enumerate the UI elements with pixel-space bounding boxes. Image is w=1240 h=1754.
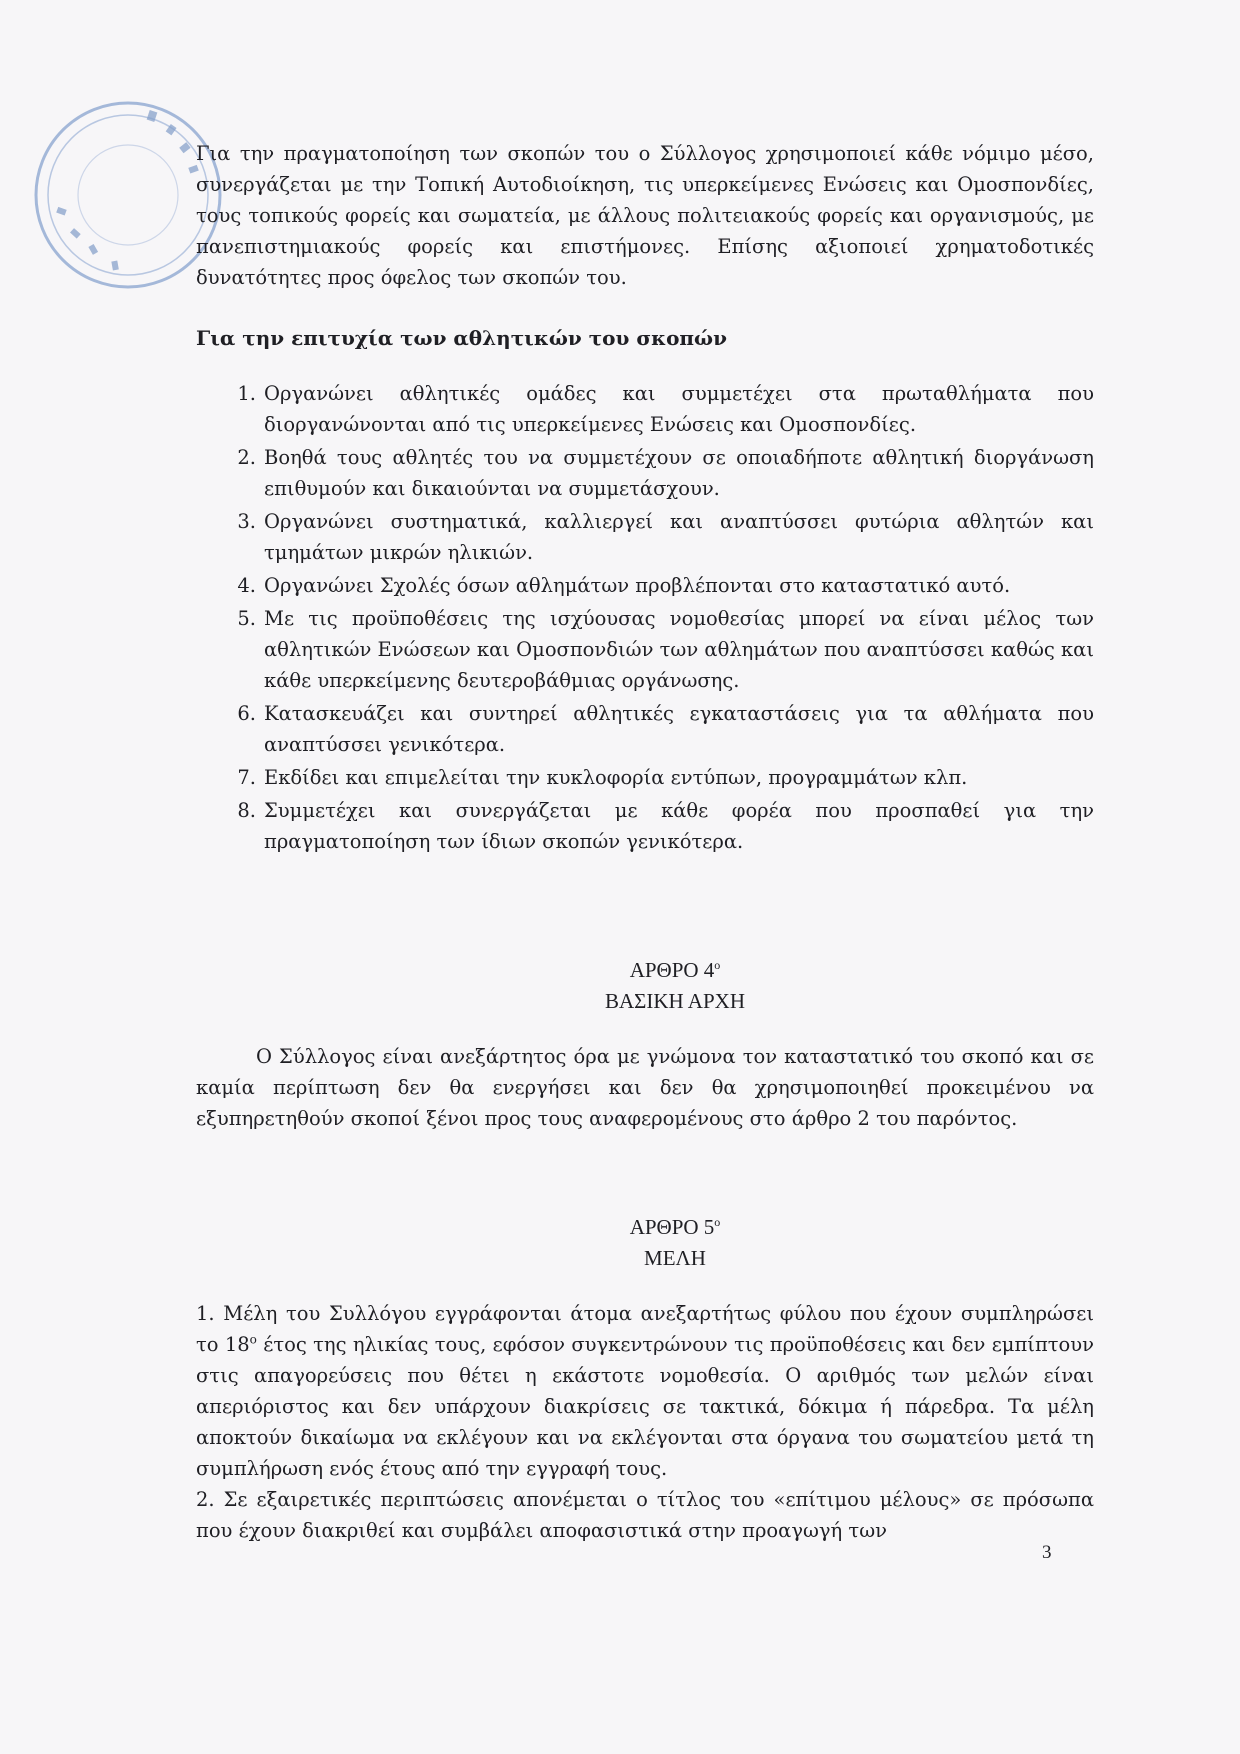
- list-item-number: 6.: [237, 702, 256, 725]
- sports-goals-list: [196, 378, 1094, 857]
- list-item-number: 3.: [237, 510, 256, 533]
- list-item: [237, 570, 1094, 601]
- page-number: 3: [1042, 1542, 1052, 1563]
- article-5-p1-start: 1. Μέλη του Συλλόγου εγγράφονται άτομα ανεξαρτήτως φύλου που έχουν συμπληρώσει το 18: [196, 1302, 1094, 1356]
- list-item-text: Εκδίδει και επιμελείται την κυκλοφορία εντύπων, προγραμμάτων κλπ.: [264, 766, 968, 789]
- intro-paragraph: Για την πραγματοποίηση των σκοπών του ο Σύλλογος χρησιμοποιεί κάθε νόμιμο μέσο, συνεργάζεται με την Τοπική Αυτοδιοίκηση, τις υπερκείμενες Ενώσεις και Ομοσπονδίες, τους τοπικούς φορείς και σωματεία, με άλλους πολιτειακούς φορείς και οργανισμούς, με πανεπιστημιακούς φορείς και επιστήμονες. Επίσης αξιοποιεί χρηματοδοτικές δυνατότητες προς όφελος των σκοπών του.: [196, 142, 1094, 289]
- article-4-ordinal: ο: [714, 958, 721, 972]
- list-item: [237, 442, 1094, 504]
- article-4-subtitle: ΒΑΣΙΚΗ ΑΡΧΗ: [605, 989, 745, 1013]
- list-item: [237, 698, 1094, 760]
- article-4-title-text: ΑΡΘΡΟ 4: [629, 958, 715, 982]
- article-5-p1-end: έτος της ηλικίας τους, εφόσον συγκεντρώνουν τις προϋποθέσεις και δεν εμπίπτουν στις απαγορεύσεις που θέτει η εκάστοτε νομοθεσία. Ο αριθμός των μελών είναι απεριόριστος και δεν υπάρχουν διακρίσεις σε τακτικά, δόκιμα ή πάρεδρα. Τα μέλη αποκτούν δικαίωμα να εκλέγουν και να εκλέγονται στα όργανα του σωματείου μετά τη συμπλήρωση ενός έτους από την εγγραφή τους.: [196, 1333, 1094, 1480]
- article-5-title-text: ΑΡΘΡΟ 5: [629, 1215, 715, 1239]
- list-item: [237, 378, 1094, 440]
- list-item-text: Οργανώνει Σχολές όσων αθλημάτων προβλέπονται στο καταστατικό αυτό.: [264, 574, 1011, 597]
- list-item-number: 7.: [237, 766, 256, 789]
- list-item-text: Κατασκευάζει και συντηρεί αθλητικές εγκαταστάσεις για τα αθλήματα που αναπτύσσει γενικότερα.: [264, 702, 1094, 756]
- sports-section-heading: Για την επιτυχία των αθλητικών του σκοπών: [196, 326, 727, 350]
- article-4-paragraph: Ο Σύλλογος είναι ανεξάρτητος όρα με γνώμονα τον καταστατικό του σκοπό και σε καμία περίπτωση δεν θα ενεργήσει και δεν θα χρησιμοποιηθεί προκειμένου να εξυπηρετηθούν σκοποί ξένοι προς τους αναφερομένους στο άρθρο 2 του παρόντος.: [196, 1045, 1094, 1130]
- list-item-text: Οργανώνει αθλητικές ομάδες και συμμετέχει στα πρωταθλήματα που διοργανώνονται από τις υπερκείμενες Ενώσεις και Ομοσπονδίες.: [264, 382, 1094, 436]
- list-item-number: 1.: [237, 382, 256, 405]
- list-item-text: Με τις προϋποθέσεις της ισχύουσας νομοθεσίας μπορεί να είναι μέλος των αθλητικών Ενώσεων και Ομοσπονδιών των αθλημάτων που αναπτύσσει καθώς και κάθε υπερκείμενης δευτεροβάθμιας οργάνωσης.: [264, 607, 1094, 692]
- article-5-subtitle: ΜΕΛΗ: [644, 1246, 706, 1270]
- list-item-number: 4.: [237, 574, 256, 597]
- article-5-paragraph-2: 2. Σε εξαιρετικές περιπτώσεις απονέμεται ο τίτλος του «επίτιμου μέλους» σε πρόσωπα που έχουν διακριθεί και συμβάλει αποφασιστικά στην προαγωγή των: [196, 1488, 1094, 1542]
- list-item-text: Συμμετέχει και συνεργάζεται με κάθε φορέα που προσπαθεί για την πραγματοποίηση των ίδιων σκοπών γενικότερα.: [264, 799, 1094, 853]
- document-body: [196, 138, 1094, 1546]
- article-5-body: [196, 1298, 1094, 1546]
- article-5-p1-ordinal: ο: [249, 1332, 257, 1347]
- list-item: [237, 795, 1094, 857]
- article-5-ordinal: ο: [714, 1215, 721, 1229]
- list-item-number: 2.: [237, 446, 256, 469]
- list-item-number: 8.: [237, 799, 256, 822]
- list-item: [237, 762, 1094, 793]
- list-item: [237, 603, 1094, 696]
- list-item-text: Οργανώνει συστηματικά, καλλιεργεί και αναπτύσσει φυτώρια αθλητών και τμημάτων μικρών ηλικιών.: [264, 510, 1094, 564]
- list-item-text: Βοηθά τους αθλητές του να συμμετέχουν σε οποιαδήποτε αθλητική διοργάνωση επιθυμούν και δικαιούνται να συμμετάσχουν.: [264, 446, 1094, 500]
- article-5-title: [196, 1212, 1094, 1243]
- article-5-paragraph-1: [196, 1298, 1094, 1484]
- article-4-title: [196, 955, 1094, 986]
- list-item-number: 5.: [237, 607, 256, 630]
- list-item: [237, 506, 1094, 568]
